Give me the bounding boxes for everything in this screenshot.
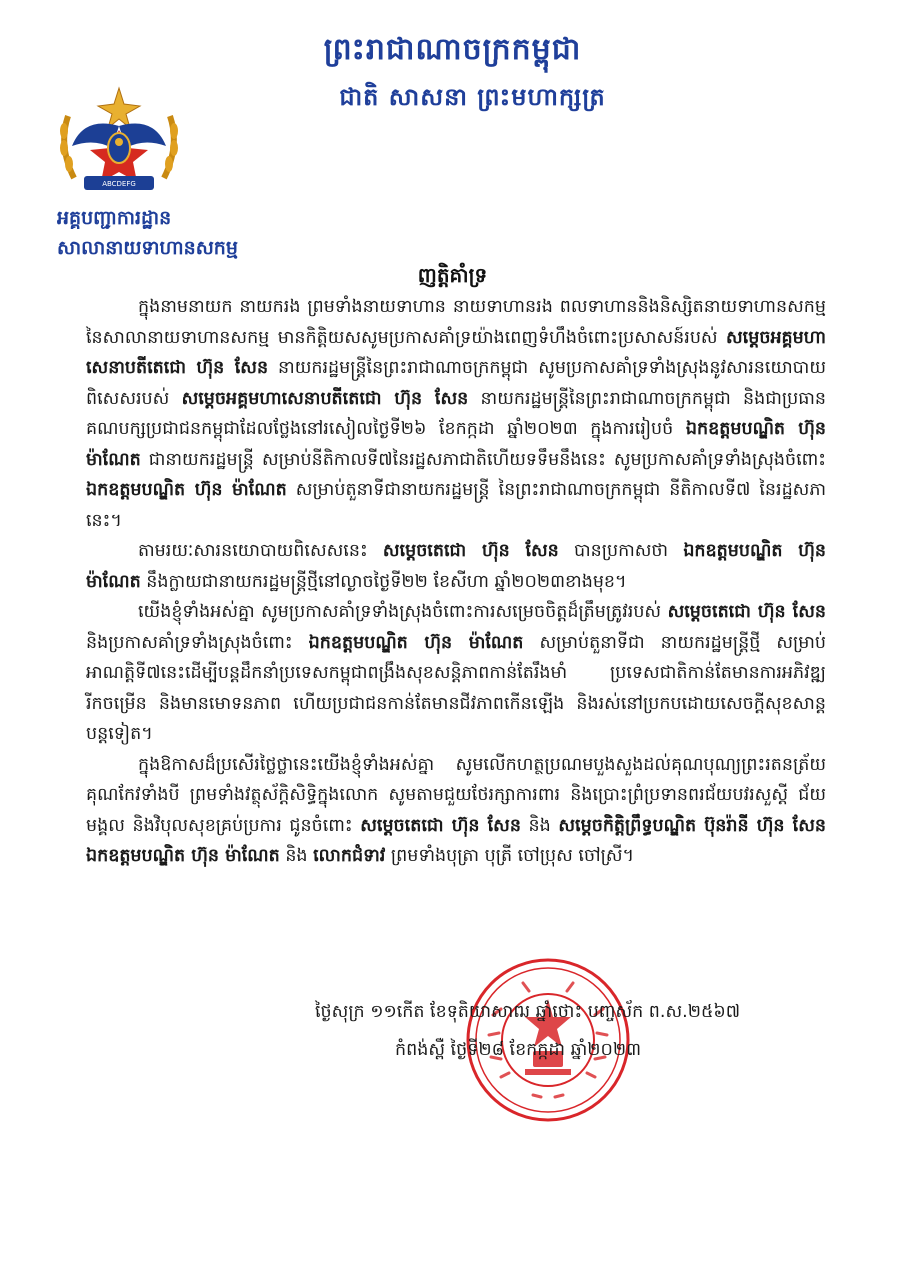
sender-school: សាលានាយទាហានសកម្ម xyxy=(57,237,238,259)
closing-lunar-date: ថ្ងៃសុក្រ ១១កើត ខែទុតិយាសាឍ ឆ្នាំថោះ បញ្ចស័ក ព.ស.២៥៦៧ xyxy=(315,1002,741,1022)
name-highlight: សម្តេចអគ្គមហាសេនាបតីតេជោ ហ៊ុន សែន xyxy=(181,388,469,409)
kingdom-heading: ព្រះរាជាណាចក្រកម្ពុជា xyxy=(323,32,582,67)
document-title: ញត្តិគាំទ្រ xyxy=(417,263,488,287)
text-run: ក្នុងនាមនាយក នាយករង ព្រមទាំងនាយទាហាន នាយទាហានរង ពលទាហាននិងនិស្សិតនាយទាហានសកម្ម នៃសាលានាយទាហានសកម្ម មានកិត្តិយសសូមប្រកាសគាំទ្រយ៉ាងពេញទំហឹងចំពោះប្រសាសន៍របស់ xyxy=(86,297,826,348)
name-highlight: ឯកឧត្តមបណ្ឌិត ហ៊ុន ម៉ាណែត xyxy=(86,419,826,470)
paragraph-4 xyxy=(86,750,826,872)
text-run: យើងខ្ញុំទាំងអស់គ្នា សូមប្រកាសគាំទ្រទាំងស្រុងចំពោះការសម្រេចចិត្តដ៏ត្រឹមត្រូវរបស់ xyxy=(138,602,668,622)
name-highlight: លោកជំទាវ xyxy=(313,846,386,866)
text-run: នឹងក្លាយជានាយករដ្ឋមន្ត្រីថ្មីនៅល្ងាចថ្ងៃទី២២ ខែសីហា ឆ្នាំ២០២៣ខាងមុខ។ xyxy=(140,571,627,592)
text-run: និង xyxy=(520,815,559,836)
text-run: ព្រមទាំងបុត្រា បុត្រី ចៅប្រុស ចៅស្រី។ xyxy=(385,846,635,866)
text-run: និង xyxy=(279,846,314,866)
paragraph-3 xyxy=(86,597,826,750)
text-run: តាមរយៈសារនយោបាយពិសេសនេះ xyxy=(138,541,383,561)
name-highlight: សម្តេចអគ្គមហាសេនាបតីតេជោ ហ៊ុន សែន xyxy=(86,327,826,378)
text-run: សម្រាប់តួនាទីជានាយករដ្ឋមន្ត្រី នៃព្រះរាជាណាចក្រកម្ពុជា នីតិកាលទី៧ នៃរដ្ឋសភានេះ។ xyxy=(86,480,826,531)
text-run: សម្រាប់តួនាទីជា នាយករដ្ឋមន្ត្រីថ្មី សម្រាប់អាណត្តិទី៧នេះដើម្បីបន្តដឹកនាំប្រទេសកម្ពុជាពង្រឹងសុខសន្តិភាពកាន់តែរឹងមាំ ប្រទេសជាតិកាន់តែមានការអភិវឌ្ឍរីកចម្រើន និងមានមោទនភាព ហើយប្រជាជនកាន់តែមានជីវភាពកើនឡើង និងរស់នៅប្រកបដោយសេចក្តីសុខសាន្តបន្តទៀត។ xyxy=(86,632,827,744)
text-run: បានប្រកាសថា xyxy=(558,541,684,561)
text-run: ក្នុងឱកាសដ៏ប្រសើរថ្លៃថ្លានេះយើងខ្ញុំទាំងអស់គ្នា សូមលើកហត្ថប្រណមបួងសួងដល់គុណបុណ្យព្រះរតនត្រ័យគុណកែវទាំងបី ព្រមទាំងវត្ថុស័ក្តិសិទ្ធិក្នុងលោក សូមតាមជួយថែរក្សាការពារ និងប្រោះព្រំប្រទានពរជ័យបវរសួស្តី ជ័យមង្គល និងវិបុលសុខគ្រប់ប្រការ ជូនចំពោះ xyxy=(86,754,826,836)
text-run: នាយករដ្ឋមន្ត្រីនៃព្រះរាជាណាចក្រកម្ពុជា សូមប្រកាសគាំទ្រទាំងស្រុងនូវសារនយោបាយពិសេសរបស់ xyxy=(86,358,826,409)
name-highlight: សម្តេចតេជោ ហ៊ុន សែន xyxy=(382,541,559,561)
closing-place-date: កំពង់ស្ពឺ ថ្ងៃទី២៨ ខែកក្កដា ឆ្នាំ២០២៣ xyxy=(395,1040,642,1060)
name-highlight: សម្តេចតេជោ ហ៊ុន សែន xyxy=(667,602,826,622)
document-body xyxy=(86,292,826,872)
sender-command: អគ្គបញ្ជាការដ្ឋាន xyxy=(57,207,172,229)
paragraph-1 xyxy=(86,292,826,536)
name-highlight: ឯកឧត្តមបណ្ឌិត ហ៊ុន ម៉ាណែត xyxy=(86,846,280,866)
national-motto: ជាតិ សាសនា ព្រះមហាក្សត្រ xyxy=(339,83,606,111)
text-run: ជានាយករដ្ឋមន្ត្រី សម្រាប់នីតិកាលទី៧នៃរដ្ឋសភាជាតិហើយទទឹមនឹងនេះ សូមប្រកាសគាំទ្រទាំងស្រុងចំពោះ xyxy=(140,449,826,470)
emblem-banner-text: ABCDEFG xyxy=(102,180,136,188)
text-run: និងប្រកាសគាំទ្រទាំងស្រុងចំពោះ xyxy=(86,632,309,653)
name-highlight: ឯកឧត្តមបណ្ឌិត ហ៊ុន ម៉ាណែត xyxy=(308,632,524,653)
text-run: នាយករដ្ឋមន្ត្រីនៃព្រះរាជាណាចក្រកម្ពុជា និងជាប្រធានគណបក្សប្រជាជនកម្ពុជាដែលថ្លែងនៅរសៀលថ្ងៃទី២៦ ខែកក្កដា ឆ្នាំ២០២៣ ក្នុងការរៀបចំ xyxy=(86,388,826,439)
name-highlight: សម្តេចតេជោ ហ៊ុន សែន xyxy=(360,815,521,836)
name-highlight: ឯកឧត្តមបណ្ឌិត ហ៊ុន ម៉ាណែត xyxy=(86,480,287,500)
name-highlight: សម្តេចកិត្តិព្រឹទ្ធបណ្ឌិត ប៊ុនរ៉ានី ហ៊ុន សែន xyxy=(558,815,827,836)
paragraph-2 xyxy=(86,536,826,597)
name-highlight: ឯកឧត្តមបណ្ឌិត ហ៊ុន ម៉ាណែត xyxy=(86,541,826,592)
military-emblem-icon xyxy=(54,86,184,200)
